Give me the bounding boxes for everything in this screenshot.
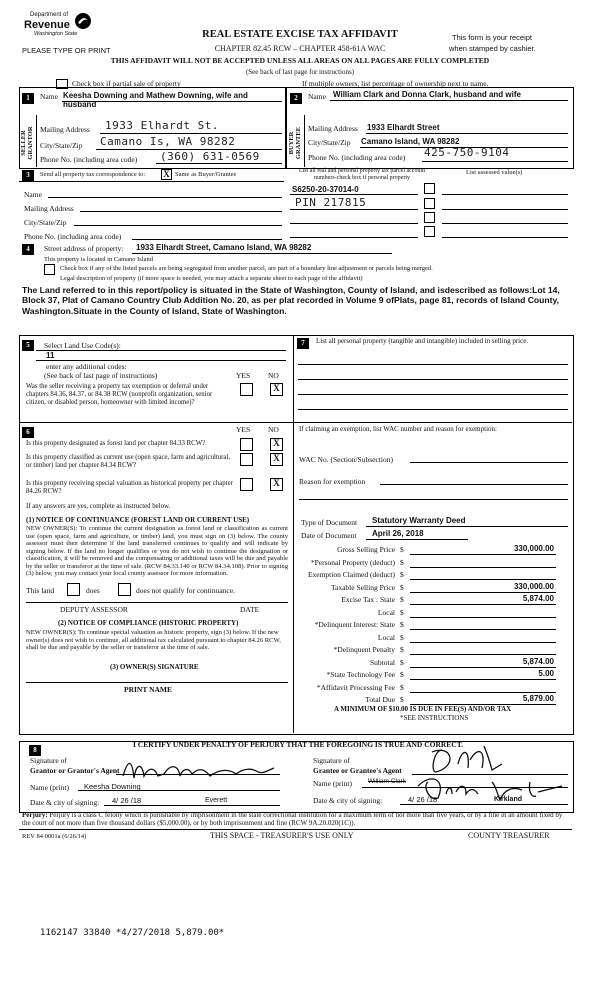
buyer-mailing-label: Mailing Address	[308, 124, 358, 133]
see-back-instructions: (See back of last page for instructions)	[245, 68, 355, 76]
see-instructions: *SEE INSTRUCTIONS	[400, 714, 469, 722]
section-5-number: 5	[22, 340, 34, 351]
exemption-yes-checkbox[interactable]	[240, 383, 253, 396]
buyer-name[interactable]: William Clark and Donna Clark, husband and wife	[333, 90, 521, 99]
amount-label: Local	[377, 632, 395, 642]
grantee-sig-label-1: Signature of	[313, 756, 350, 765]
amount-underline	[410, 654, 556, 655]
amount-label: Subtotal	[369, 657, 395, 667]
form-title: REAL ESTATE EXCISE TAX AFFIDAVIT	[202, 29, 398, 40]
buyer-name-label: Name	[308, 92, 326, 101]
seller-side-label: SELLER GRANTOR	[20, 126, 34, 160]
grantor-name[interactable]: Keesha Downing	[84, 782, 141, 791]
amount-label: Excise Tax : State	[341, 595, 395, 604]
segregated-label: Check box if any of the listed parcels are being segregated from another parcel, are part of a boundary line adjustment or parcels being merged.	[60, 265, 433, 272]
same-as-buyer-checkbox[interactable]: X	[161, 169, 172, 180]
multiple-owners-note: If multiple owners, list percentage of ownership next to name.	[302, 79, 489, 88]
land-use-label: Select Land Use Code(s):	[44, 341, 121, 350]
county-treasurer: COUNTY TREASURER	[468, 831, 550, 840]
segregated-checkbox[interactable]	[44, 264, 55, 275]
logo-revenue: Revenue	[24, 19, 70, 31]
personal-property-checkbox-4[interactable]	[424, 226, 435, 237]
notice2-text: NEW OWNER(S): To continue special valuation as historic property, sign (3) below. If the new owner(s) does not wish to continue, all additional tax calculated pursuant to chapter 84.26 RCW, shall be due and payable by the seller or transferor at the time of sale.	[26, 629, 281, 652]
seller-name-label: Name	[40, 92, 58, 101]
seller-city-label: City/State/Zip	[40, 141, 83, 150]
sec6-no: NO	[268, 425, 279, 434]
amount-dollar-sign: $	[400, 657, 404, 667]
amount-underline	[410, 592, 556, 593]
amount-label: *Delinquent Penalty	[333, 645, 395, 654]
buyer-side-label: BUYER GRANTEE	[288, 126, 302, 160]
treasurer-space: THIS SPACE - TREASURER'S USE ONLY	[210, 831, 354, 840]
amount-label: *Personal Property (deduct)	[310, 557, 395, 567]
sec3-phone-label: Phone No. (including area code)	[24, 232, 122, 241]
amount-label: Taxable Selling Price	[330, 582, 395, 592]
doc-date-label: Date of Document	[301, 531, 357, 540]
sec5-yes: YES	[236, 371, 251, 380]
partial-sale-label: Check box if partial sale of property	[72, 79, 181, 88]
amount-underline	[410, 692, 556, 693]
parcel-header-1: List all real and personal property tax parcel account	[298, 168, 426, 174]
parcel-header	[287, 168, 437, 182]
personal-property-checkbox-2[interactable]	[424, 198, 435, 209]
seller-mailing[interactable]: 1933 Elhardt St.	[105, 119, 219, 132]
send-correspondence-label: Send all property tax correspondence to:	[40, 171, 146, 178]
deputy-date: DATE	[240, 605, 260, 614]
section-2-number: 2	[290, 93, 302, 104]
seller-phone-label: Phone No. (including area code)	[40, 155, 138, 164]
sec3-city-label: City/State/Zip	[24, 218, 67, 227]
grantor-date-label: Date & city of signing:	[30, 798, 100, 807]
perjury-text: Perjury is a class C felony which is punishable by imprisonment in the state correctional institution for a maximum term of not more than five years, or by a fine in an amount fixed by the court of not more than five thousand dollars ($5,000.00), or by both imprisonment and fine (RCW 9A.20.020(1C)).	[22, 811, 563, 828]
located-in: This property is located in Camano Island	[44, 256, 154, 263]
section-3-number: 3	[22, 170, 34, 181]
section-8-number: 8	[29, 745, 41, 756]
amount-underline	[410, 554, 556, 555]
forest-yes-checkbox[interactable]	[240, 438, 253, 451]
form-warning: THIS AFFIDAVIT WILL NOT BE ACCEPTED UNLESS ALL AREAS ON ALL PAGES ARE FULLY COMPLETED	[110, 56, 490, 65]
exemption-no-checkbox[interactable]: X	[270, 383, 283, 396]
amount-dollar-sign: $	[400, 682, 404, 692]
perjury-notice	[22, 811, 570, 827]
amount-underline	[410, 567, 556, 568]
current-use-question: Is this property classified as current use (open space, farm and agricultural, or timber) land per chapter 84.34 RCW?	[26, 454, 231, 469]
amount-dollar-sign: $	[400, 645, 404, 654]
grantee-city[interactable]: Kirkland	[494, 796, 523, 803]
does-not-label: does not qualify for continuance.	[136, 586, 235, 595]
buyer-city-label: City/State/Zip	[308, 138, 351, 147]
logo-state: Washington State	[34, 31, 78, 37]
amount-underline	[410, 629, 556, 630]
reason-label: Reason for exemption	[299, 477, 366, 486]
amount-label: Total Due	[365, 695, 395, 704]
sec6-yes: YES	[236, 425, 251, 434]
parcel-2[interactable]: PIN 217815	[295, 196, 367, 209]
receipt-line-2: when stamped by cashier.	[449, 44, 536, 53]
amount-dollar-sign: $	[400, 695, 404, 704]
amount-label: Gross Selling Price	[337, 545, 395, 554]
if-yes-note: If any answers are yes, complete as instructed below.	[26, 503, 171, 510]
grantor-date[interactable]: 4/ 26 /18	[112, 796, 142, 805]
form-chapter: CHAPTER 82.45 RCW – CHAPTER 458-61A WAC	[214, 44, 386, 53]
amount-underline	[410, 642, 556, 643]
section-6-number: 6	[22, 427, 34, 438]
grantee-name-label: Name (print)	[313, 779, 352, 788]
personal-property-label: List all personal property (tangible and intangible) included in selling price.	[316, 337, 529, 345]
amount-value[interactable]: 5,879.00	[522, 694, 554, 703]
does-checkbox[interactable]	[67, 583, 80, 596]
grantor-city[interactable]: Everett	[205, 797, 228, 804]
forest-question: Is this property designated as forest land per chapter 84.33 RCW?	[26, 440, 206, 447]
seller-mailing-label: Mailing Address	[40, 125, 90, 134]
amount-dollar-sign: $	[400, 557, 404, 567]
print-name-label: PRINT NAME	[124, 685, 172, 694]
amount-dollar-sign: $	[400, 570, 404, 579]
logo-dept-line: Department of	[30, 12, 69, 18]
seller-city[interactable]: Camano Is, WA 98282	[100, 135, 236, 148]
buyer-city[interactable]: Camano Island, WA 98282	[361, 137, 460, 146]
section-4-number: 4	[22, 244, 34, 255]
this-land-label: This land	[26, 586, 55, 595]
deputy-assessor: DEPUTY ASSESSOR	[60, 605, 128, 614]
legal-description[interactable]: The Land referred to in this report/policy is situated in the State of Washington, County of Island, and isdescribed as follows:Lot 14, Block 37, Plat of Camano Country Club Addition No. 20, as per plat recorded in Volume 9 ofPlats, page 81, records of Island County, Washington.Situate in the County of Island, State of Washington.	[22, 285, 560, 316]
perjury-label: Perjury:	[22, 811, 48, 819]
street-label: Street address of property:	[44, 244, 124, 253]
amount-dollar-sign: $	[400, 670, 404, 679]
amount-dollar-sign: $	[400, 595, 404, 604]
amount-dollar-sign: $	[400, 632, 404, 642]
notice1-text: NEW OWNER(S): To continue the current designation as forest land or classification as current use (open space, farm and agriculture, or timber) land, you must sign on (3) below. The county assessor must then determine if the land transferred continues to qualify and will indicate by signing below. If the land no longer qualifies or you do not wish to continue the designation or classification, it will be removed and the compensating or additional taxes will be due and payable by the seller or transferor at the time of sale. (RCW 84.33.140 or RCW 84.34.108). Prior to signing (3) below, you may contact your local county assessor for more information.	[26, 525, 288, 578]
seller-name[interactable]: Keesha Downing and Mathew Downing, wife and husband	[63, 91, 248, 110]
amount-value[interactable]: 330,000.00	[513, 581, 554, 591]
grantor-sig-label-2: Grantor or Grantor's Agent	[30, 766, 120, 775]
buyer-phone-label: Phone No. (including area code)	[308, 153, 406, 162]
amount-label: *Affidavit Processing Fee	[316, 682, 395, 692]
amount-dollar-sign: $	[400, 620, 404, 629]
forest-no-checkbox[interactable]: X	[270, 438, 283, 451]
amount-underline	[410, 617, 556, 618]
owner-signature-label: (3) OWNER(S) SIGNATURE	[110, 663, 199, 671]
historic-no-checkbox[interactable]: X	[270, 478, 283, 491]
buyer-phone[interactable]: 425-750-9104	[424, 146, 510, 159]
amount-value[interactable]: 5,874.00	[522, 594, 554, 603]
buyer-mailing[interactable]: 1933 Elhardt Street	[367, 123, 440, 132]
minimum-fee: A MINIMUM OF $10.00 IS DUE IN FEE(S) AND/OR TAX	[334, 705, 512, 713]
amount-label: *State Technology Fee	[326, 670, 395, 679]
rev-number: REV 84 0001a (6/26/14)	[22, 833, 87, 840]
personal-property-checkbox-3[interactable]	[424, 212, 435, 223]
historic-question: Is this property receiving special valuation as historical property per chapter 84.26 RCW?	[26, 480, 233, 495]
amount-label: *Delinquent Interest: State	[314, 620, 395, 629]
same-as-buyer-label: Same as Buyer/Grantee	[175, 171, 237, 178]
amount-underline	[410, 604, 556, 605]
exemption-question: Was the seller receiving a property tax exemption or deferral under chapters 84.36, 84.37, or 84.38 RCW (nonprofit organization, senior citizen, or disabled person, homeowner with limited income)?	[26, 383, 213, 406]
amount-underline	[410, 579, 556, 580]
amount-dollar-sign: $	[400, 607, 404, 617]
legal-label: Legal description of property (if more space is needed, you may attach a separate sheet to each page of the affidavit)	[60, 275, 363, 282]
sec3-mailing-label: Mailing Address	[24, 204, 74, 213]
grantor-name-label: Name (print)	[30, 783, 69, 792]
amount-label: Exemption Claimed (deduct)	[307, 570, 395, 579]
amount-underline	[410, 679, 556, 680]
receipt-line-1: This form is your receipt	[452, 33, 533, 42]
does-not-checkbox[interactable]	[118, 583, 131, 596]
certify-statement: I CERTIFY UNDER PENALTY OF PERJURY THAT THE FOREGOING IS TRUE AND CORRECT.	[133, 740, 464, 749]
grantor-sig-label-1: Signature of	[30, 756, 67, 765]
notice2-title: (2) NOTICE OF COMPLIANCE (HISTORIC PROPERTY)	[58, 619, 239, 627]
exemption-claim-label: If claiming an exemption, list WAC number and reason for exemption:	[299, 425, 497, 433]
grantee-date-label: Date & city of signing:	[313, 796, 383, 805]
grantee-date[interactable]: 4/ 26 /18	[408, 795, 438, 804]
does-label: does	[86, 586, 100, 595]
grantee-sig-label-2: Grantee or Grantee's Agent	[313, 766, 402, 775]
amount-dollar-sign: $	[400, 545, 404, 554]
current-use-no-checkbox[interactable]: X	[270, 453, 283, 466]
land-use-code[interactable]: 11	[46, 351, 55, 360]
grantee-name[interactable]: William Clark	[368, 778, 406, 785]
land-use-see-back: (See back of last page of instructions)	[44, 371, 158, 380]
parcel-1[interactable]: S6250-20-37014-0	[292, 185, 359, 194]
payment-stamp: 1162147 33840 *4/27/2018 5,879.00*	[40, 928, 225, 938]
sec5-no: NO	[268, 371, 279, 380]
historic-yes-checkbox[interactable]	[240, 478, 253, 491]
section-7-number: 7	[297, 338, 309, 349]
seller-phone[interactable]: (360) 631-0569	[160, 150, 260, 163]
street-address[interactable]: 1933 Elhardt Street, Camano Island, WA 98282	[136, 243, 312, 252]
section-1-number: 1	[22, 93, 34, 104]
amount-value[interactable]: 5,874.00	[522, 656, 554, 666]
please-type: PLEASE TYPE OR PRINT	[22, 46, 111, 55]
amount-dollar-sign: $	[400, 582, 404, 592]
amount-underline	[410, 667, 556, 668]
amount-label: Local	[377, 607, 395, 617]
current-use-yes-checkbox[interactable]	[240, 453, 253, 466]
notice1-title: (1) NOTICE OF CONTINUANCE (FOREST LAND OR CURRENT USE)	[26, 516, 250, 524]
grantor-signature[interactable]	[118, 754, 278, 784]
personal-property-checkbox-1[interactable]	[424, 183, 435, 194]
washington-swoosh-icon	[74, 12, 92, 30]
doc-date[interactable]: April 26, 2018	[372, 529, 424, 538]
wac-label: WAC No. (Section/Subsection)	[299, 455, 393, 464]
doc-type[interactable]: Statutory Warranty Deed	[372, 516, 466, 525]
parcel-header-2: numbers-check box if personal property	[314, 174, 410, 181]
assessed-header: List assessed value(s)	[466, 169, 523, 176]
amount-value[interactable]: 5.00	[538, 669, 554, 678]
doc-type-label: Type of Document	[301, 518, 358, 527]
amount-value[interactable]: 330,000.00	[513, 544, 554, 553]
sec3-name-label: Name	[24, 190, 42, 199]
additional-codes: enter any additional codes:	[46, 362, 127, 371]
